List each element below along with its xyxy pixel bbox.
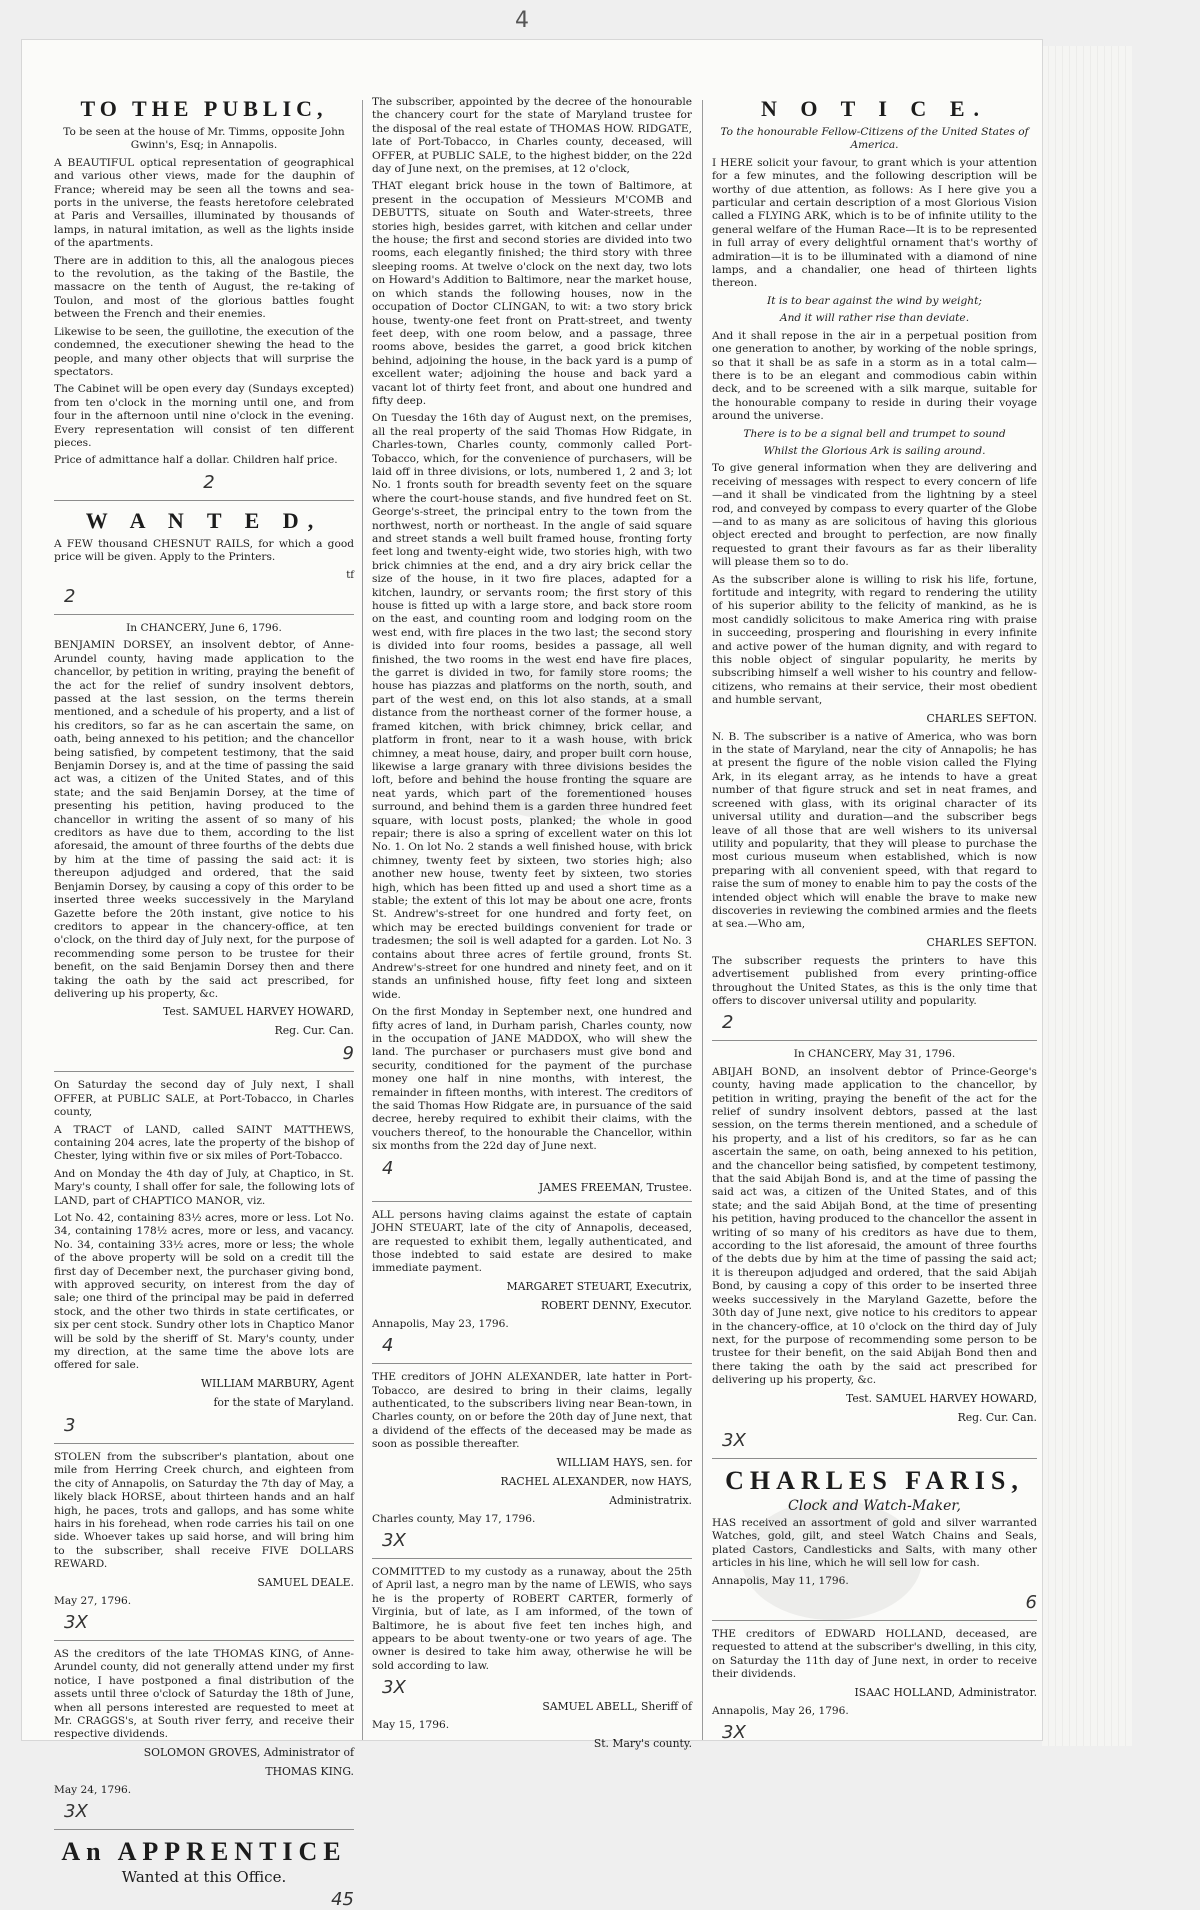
handwritten-mark: 9	[342, 1043, 354, 1065]
dorsey-dateline: In CHANCERY, June 6, 1796.	[126, 621, 282, 634]
notice-verse-2: And it will rather rise than deviate.	[779, 312, 970, 325]
wanted-heading: W A N T E D,	[85, 507, 323, 533]
handwritten-mark: 3X	[722, 1722, 746, 1743]
steuart-signer: MARGARET STEUART, Executrix,	[506, 1279, 692, 1293]
column-2	[372, 96, 692, 1756]
sale-p2: And on Monday the 4th day of July, at Chaptico, in St. Mary's county, I shall offer for sale, the following lots of LAND, part of CHAPTICO MANOR, viz.	[54, 1167, 354, 1207]
handwritten-mark: 2	[722, 1012, 734, 1034]
page-edge	[1042, 46, 1132, 1746]
to-public-p2: There are in addition to this, all the analogous pieces to the revolution, as the taking of the Bastile, the massacre on the tenth of August, the re-taking of Toulon, and most of the glorious battles fought between the French and their enemies.	[54, 254, 354, 321]
handwritten-mark: 2	[203, 471, 215, 493]
faris-sub: Clock and Watch-Maker,	[788, 1497, 961, 1514]
lewis-text: COMMITTED to my custody as a runaway, about the 25th of April last, a negro man by the name of LEWIS, who says he is the property of ROBERT CARTER, formerly of Virginia, but of late, as I am informed, of the town of Baltimore, he is about five feet ten inches high, and appears to be about twenty-one or two years of age. The owner is desired to take him away, otherwise he will be sold according to law.	[372, 1565, 692, 1672]
lewis-date: May 15, 1796.	[372, 1719, 450, 1732]
lewis-signer: SAMUEL ABELL, Sheriff of	[542, 1700, 692, 1714]
notice-nb: N. B. The subscriber is a native of America, who was born in the state of Maryland, near the city of Annapolis; he has at present the figure of the noble vision called the Flying Ark, in its elegant array, as he intends to have a great number of that figure struck and set in neat frames, and screened with glass, with its original character of its universal utility and duration—and the subscriber begs leave of all those that are well wishers to its universal utility and popularity, that they will please to purchase the most curious museum when established, which is now preparing with all convenient speed, with that regard to raise the sum of money to enable him to pay the costs of the intended object which will enable the brave to make new discoveries in reviewing the combined armies and the fleets at sea.—Who am,	[712, 730, 1037, 931]
holland-signer: ISAAC HOLLAND, Administrator.	[854, 1685, 1037, 1699]
king-signer: SOLOMON GROVES, Administrator of	[143, 1745, 354, 1759]
notice-p4: As the subscriber alone is willing to risk his life, fortune, fortitude and integrity, with regard to rendering the utility of his superior ability to the felicity of mankind, as he is most candidly solicitous to make America ring with praise in succeeding, prospering and flourishing in every infinite and active power of the human dignity, and with regard to this noble object of singular popularity, he merits by subscribing himself a well wisher to his country and fellow-citizens, who remains at their service, their most obedient and humble servant,	[712, 573, 1037, 707]
bond-signer: Test. SAMUEL HARVEY HOWARD,	[846, 1391, 1037, 1405]
handwritten-mark: 4	[382, 1335, 394, 1357]
wanted-text: A FEW thousand CHESNUT RAILS, for which a good price will be given. Apply to the Printers.	[54, 537, 354, 564]
ridgate-p4: On the first Monday in September next, one hundred and fifty acres of land, in Durham parish, Charles county, now in the occupation of JANE MADDOX, who will shew the land. The purchaser or purchasers must give bond and security, conditioned for the payment of the purchase money one half in nine months, with interest, the remainder in fifteen months, with interest. The creditors of the said Thomas How Ridgate are, in pursuance of the said decree, hereby required to exhibit their claims, with the vouchers thereof, to the honourable the Chancellor, within six months from the 22d day of June next.	[372, 1006, 692, 1153]
handwritten-mark: 3X	[722, 1429, 746, 1451]
steuart-date: Annapolis, May 23, 1796.	[372, 1317, 509, 1330]
king-date: May 24, 1796.	[54, 1783, 132, 1796]
to-public-p4: The Cabinet will be open every day (Sundays excepted) from ten o'clock in the morning until one, and from four in the afternoon until nine o'clock in the evening. Every representation will consist of ten different pieces.	[54, 383, 354, 449]
handwritten-mark: 6	[1025, 1591, 1037, 1613]
stolen-text: STOLEN from the subscriber's plantation, about one mile from Herring Creek church, and eighteen from the city of Annapolis, on Saturday the 7th day of May, a likely black HORSE, about thirteen hands and an half high, he paces, trots and gallops, and has some white hairs in his forehead, when rode carries his tail on one side. Whoever takes up said horse, and will bring him to the subscriber, shall receive FIVE DOLLARS REWARD.	[54, 1450, 354, 1571]
notice-signer-2: CHARLES SEFTON.	[926, 935, 1037, 949]
holland-date: Annapolis, May 26, 1796.	[712, 1704, 849, 1717]
newspaper-page	[22, 40, 1042, 1910]
alexander-signer-2: RACHEL ALEXANDER, now HAYS,	[500, 1474, 692, 1488]
wanted-mark: tf	[346, 569, 354, 581]
lewis-signer-2: St. Mary's county.	[593, 1736, 692, 1750]
king-signer-2: THOMAS KING.	[265, 1764, 354, 1778]
sale-signer: WILLIAM MARBURY, Agent	[200, 1376, 354, 1390]
alexander-signer: WILLIAM HAYS, sen. for	[556, 1455, 692, 1469]
column-rule	[362, 100, 363, 1740]
ridgate-p1: The subscriber, appointed by the decree of the honourable the chancery court for the state of Maryland trustee for the disposal of the real estate of THOMAS HOW. RIDGATE, late of Port-Tobacco, in Charles county, deceased, will OFFER, at PUBLIC SALE, to the highest bidder, on the 22d day of June next, on the premises, at 12 o'clock,	[372, 96, 692, 176]
alexander-date: Charles county, May 17, 1796.	[372, 1512, 536, 1525]
bond-title: Reg. Cur. Can.	[957, 1410, 1037, 1424]
divider	[712, 1458, 1037, 1459]
divider	[712, 1040, 1037, 1041]
handwritten-mark: 4	[382, 1157, 394, 1179]
alexander-signer-3: Administratrix.	[609, 1493, 692, 1507]
faris-date: Annapolis, May 11, 1796.	[712, 1574, 849, 1587]
faris-heading: CHARLES FARIS,	[725, 1465, 1024, 1495]
divider	[54, 614, 354, 615]
dorsey-signer: Test. SAMUEL HARVEY HOWARD,	[163, 1005, 354, 1019]
handwritten-mark: 3X	[64, 1801, 88, 1823]
handwritten-mark: 2	[64, 585, 76, 607]
notice-ps: The subscriber requests the printers to have this advertisement published from every printing-office throughout the United States, as this is the only time that offers to discover universal utility and popularity.	[712, 954, 1037, 1007]
divider	[372, 1201, 692, 1202]
handwritten-mark: 3	[64, 1414, 76, 1436]
divider	[712, 1620, 1037, 1621]
divider	[54, 1443, 354, 1444]
handwritten-mark: 3X	[382, 1677, 406, 1699]
handwritten-mark: 45	[331, 1888, 354, 1910]
divider	[54, 1071, 354, 1072]
column-rule	[702, 100, 703, 1740]
ridgate-p2: THAT elegant brick house in the town of Baltimore, at present in the occupation of Messieurs M'COMB and DEBUTTS, situate on South and Water-streets, three stories high, besides garret, with kitchen and cellar under the house; the first and second stories are divided into two rooms, each elegantly finished; the third story with three sleeping rooms. At twelve o'clock on the next day, two lots on Howard's Addition to Baltimore, near the market house, on which stands the following houses, now in the occupation of Doctor CLINGAN, to wit: a two story brick house, twenty-one feet front on Pratt-street, and twenty feet deep, with one room below, and a passage, three rooms above, besides the garret, a good brick kitchen behind, adjoining the house, in the back yard is a pump of excellent water; adjoining the house and back yard a vacant lot of thirty feet front, and about one hundred and fifty deep.	[372, 180, 692, 407]
notice-signer: CHARLES SEFTON.	[926, 711, 1037, 725]
dorsey-text: BENJAMIN DORSEY, an insolvent debtor, of Anne-Arundel county, having made application to the chancellor, by petition in writing, praying the benefit of the act for the relief of sundry insolvent debtors, passed at the last session, on the terms therein mentioned, and a schedule of his property, and a list of his creditors, so far as he can ascertain the same, on oath, being annexed to his petition; and the chancellor being satisfied, by competent testimony, that the said Benjamin Dorsey is, and at the time of passing the said act was, a citizen of the United States, and of this state; and the said Benjamin Dorsey, at the time of presenting his petition, having produced to the chancellor in writing the assent of so many of his creditors as have due to them, according to the list aforesaid, the amount of three fourths of the debts due by him at the time of passing the said act: it is thereupon adjudged and ordered, that the said Benjamin Dorsey, by causing a copy of this order to be inserted three weeks successively in the Maryland Gazette before the 20th instant, give notice to his creditors to appear in the chancery-office, at ten o'clock, on the third day of July next, for the purpose of recommending some person to be trustee for their benefit, on the said Benjamin Dorsey then and there taking the oath by the said act prescribed, for delivering up his property, &c.	[54, 639, 354, 1000]
notice-heading: N O T I C E.	[760, 96, 988, 121]
notice-p3: To give general information when they are delivering and receiving of messages with respect to every concern of life—and it shall be vindicated from the lightning by a steel rod, and conveyed by compass to every quarter of the Globe—and to as many as are solicitous of having this glorious object erected and brought to perfection, are now finally requested to grant their favours as far as their liberality will please them so to do.	[712, 462, 1037, 569]
notice-p2: And it shall repose in the air in a perpetual position from one generation to another, by working of the noble springs, so that it shall be as safe in a storm as in a total calm—there is to be an elegant and commodious cabin within deck, and to be screened with a silk marque, suitable for the honourable company to reside in during their voyage around the universe.	[712, 329, 1037, 423]
dorsey-title: Reg. Cur. Can.	[274, 1024, 354, 1038]
apprentice-sub: Wanted at this Office.	[121, 1868, 287, 1887]
divider	[54, 500, 354, 501]
to-public-p3: Likewise to be seen, the guillotine, the execution of the condemned, the executioner shewing the head to the people, and many other objects that will surprise the spectators.	[54, 325, 354, 378]
alexander-text: THE creditors of JOHN ALEXANDER, late hatter in Port-Tobacco, are desired to bring in their claims, legally authenticated, to the subscribers living near Bean-town, in Charles county, on or before the 20th day of June next, that a dividend of the effects of the deceased may be made as soon as possible thereafter.	[372, 1371, 692, 1451]
to-public-p1: A BEAUTIFUL optical representation of geographical and various other views, made for the dauphin of France; whereid may be seen all the towns and sea-ports in the universe, the feasts heretofore celebrated at Paris and Versailles, illuminated by thousands of lamps, in natural imitation, as well as the lights inside of the apartments.	[54, 156, 354, 250]
notice-verse-4: Whilst the Glorious Ark is sailing around.	[763, 444, 986, 457]
apprentice-heading: An APPRENTICE	[61, 1837, 347, 1867]
handwritten-mark: 3X	[382, 1529, 406, 1551]
faris-text: HAS received an assortment of gold and silver warranted Watches, gold, gilt, and steel Watch Chains and Seals, plated Castors, Candlesticks and Salts, with many other articles in his line, which he will sell low for cash.	[712, 1516, 1037, 1570]
to-public-p5: Price of admittance half a dollar. Children half price.	[54, 454, 338, 467]
ridgate-p3: On Tuesday the 16th day of August next, on the premises, all the real property of the said Thomas How Ridgate, in Charles-town, Charles county, commonly called Port-Tobacco, which, for the convenience of purchasers, will be laid off in three divisions, or lots, numbered 1, 2 and 3; lot No. 1 fronts south for breadth seventy feet on the square where the court-house stands, and five hundred feet on St. George's-street, the principal entry to the town from the northwest, north or northeast. In the angle of said square and street stands a well built framed house, fronting forty feet long and twenty-eight wide, two stories high, with two brick chimnies at the end, and a dry airy brick cellar the size of the house, in it two fire places, adapted for a kitchen, laundry, or servants room; the first story of this house is fitted up with a large store, and back store room on the east, and counting room and lodging room on the west end, with fire places in the two last; the second story is divided into four rooms, besides a passage, all well finished, the two rooms in the west end have fire places, the garret is divided in two, for family store rooms; the house has piazzas and platforms on the north, south, and part of the west end, on this lot also stands, at a small distance from the northeast corner of the former house, a framed kitchen, with brick chimney, brick cellar, and platform in front, near to it a wash house, with brick chimney, a meat house, dairy, and proper built corn house, likewise a large granary with three divisions besides the loft, before and behind the house fronting the square are neat yards, which part of the forementioned houses surround, and behind them is a garden three hundred feet square, with locust posts, planked; the whole in good repair; there is also a spring of excellent water on this lot No. 1. On lot No. 2 stands a well finished house, with brick chimney, twenty feet by sixteen, two stories high; also another new house, twenty feet by sixteen, two stories high, which has been fitted up and used a short time as a stable; the extent of this lot may be about one acre, fronts St. Andrew's-street for one hundred and forty feet, on which may be erected buildings convenient for trade or tradesmen; the soil is well adapted for a garden. Lot No. 3 contains about three acres of fertile ground, fronts St. Andrew's-street for one hundred and ninety feet, and on it stands an unfinished house, fifty feet long and sixteen wide.	[372, 412, 692, 1001]
to-public-heading: TO THE PUBLIC,	[80, 96, 328, 121]
stolen-signer: SAMUEL DEALE.	[257, 1575, 354, 1589]
divider	[372, 1363, 692, 1364]
steuart-text: ALL persons having claims against the estate of captain JOHN STEUART, late of the city of Annapolis, deceased, are requested to exhibit them, legally authenticated, and those indebted to said estate are desired to make immediate payment.	[372, 1208, 692, 1275]
bond-text: ABIJAH BOND, an insolvent debtor of Prince-George's county, having made application to the chancellor, by petition in writing, praying the benefit of the act for the relief of sundry insolvent debtors, passed at the last session, on the terms therein mentioned, and a schedule of his property, and a list of his creditors, so far as he can ascertain the same, on oath, being annexed to his petition, and the chancellor being satisfied, by competent testimony, that the said Abijah Bond is, and at the time of passing the said act was, a citizen of the United States, and of this state; and the said Abijah Bond, at the time of presenting his petition, having produced to the chancellor the assent in writing of so many of his creditors as have due to them, according to the list aforesaid, the amount of three fourths of the debts due by him at the time of passing the said act; it is thereupon adjudged and ordered, that the said Abijah Bond, by causing a copy of this order to be inserted three weeks successively in the Maryland Gazette, before the 30th day of June next, give notice to his creditors to appear in the chancery-office, at 10 o'clock on the third day of July next, for the purpose of recommending some person to be trustee for their benefit, on the said Abijah Bond then and there taking the oath by the said act prescribed for delivering up his property, &c.	[712, 1065, 1037, 1387]
sale-title: for the state of Maryland.	[213, 1395, 354, 1409]
sale-p1: A TRACT of LAND, called SAINT MATTHEWS, containing 204 acres, late the property of the bishop of Chester, lying within five or six miles of Port-Tobacco.	[54, 1123, 354, 1163]
notice-verse-3: There is to be a signal bell and trumpet to sound	[743, 427, 1006, 440]
to-public-intro: To be seen at the house of Mr. Timms, opposite John Gwinn's, Esq; in Annapolis.	[63, 126, 345, 152]
page-mark: 4	[515, 8, 529, 33]
notice-verse-1: It is to bear against the wind by weight;	[767, 294, 982, 307]
sale-p3: Lot No. 42, containing 83½ acres, more or less. Lot No. 34, containing 178½ acres, more or less, and vacancy. No. 34, containing 33½ acres, more or less; the whole of the above property will be sold on a credit till the first day of December next, the purchaser giving bond, with approved security, on interest from the day of sale; one third of the principal may be paid in deferred stock, and the other two thirds in state certificates, or six per cent stock. Sundry other lots in Chaptico Manor will be sold by the sheriff of St. Mary's county, under my direction, at the same time the above lots are offered for sale.	[54, 1212, 354, 1372]
divider	[372, 1558, 692, 1559]
bond-dateline: In CHANCERY, May 31, 1796.	[793, 1048, 956, 1061]
ridgate-signer: JAMES FREEMAN, Trustee.	[538, 1180, 692, 1194]
divider	[54, 1829, 354, 1830]
column-3	[712, 96, 1037, 1743]
notice-p1: I HERE solicit your favour, to grant which is your attention for a few minutes, and the following description will be worthy of due attention, as follows: As I here give you a particular and certain description of a most Glorious Vision called a FLYING ARK, which is to be of infinite utility to the general welfare of the Human Race—It is to be represented in full array of every delightful ornament that's worthy of admiration—it is to be illuminated with a diamond of nine lamps, and a chandalier, one head of thirteen lights thereon.	[712, 156, 1037, 290]
stolen-date: May 27, 1796.	[54, 1594, 132, 1607]
handwritten-mark: 3X	[64, 1611, 88, 1633]
holland-text: THE creditors of EDWARD HOLLAND, deceased, are requested to attend at the subscriber's dwelling, in this city, on Saturday the 11th day of June next, in order to receive their dividends.	[712, 1627, 1037, 1681]
king-text: AS the creditors of the late THOMAS KING, of Anne-Arundel county, did not generally attend under my first notice, I have postponed a final distribution of the assets until three o'clock of Saturday the 18th of June, when all persons interested are requested to meet at Mr. CRAGGS's, at South river ferry, and receive their respective dividends.	[54, 1647, 354, 1741]
steuart-signer-2: ROBERT DENNY, Executor.	[540, 1298, 692, 1312]
sale-intro: On Saturday the second day of July next, I shall OFFER, at PUBLIC SALE, at Port-Tobacco, in Charles county,	[54, 1079, 354, 1119]
divider	[54, 1640, 354, 1641]
notice-sub: To the honourable Fellow-Citizens of the United States of America.	[720, 126, 1029, 152]
column-1	[54, 96, 354, 1910]
